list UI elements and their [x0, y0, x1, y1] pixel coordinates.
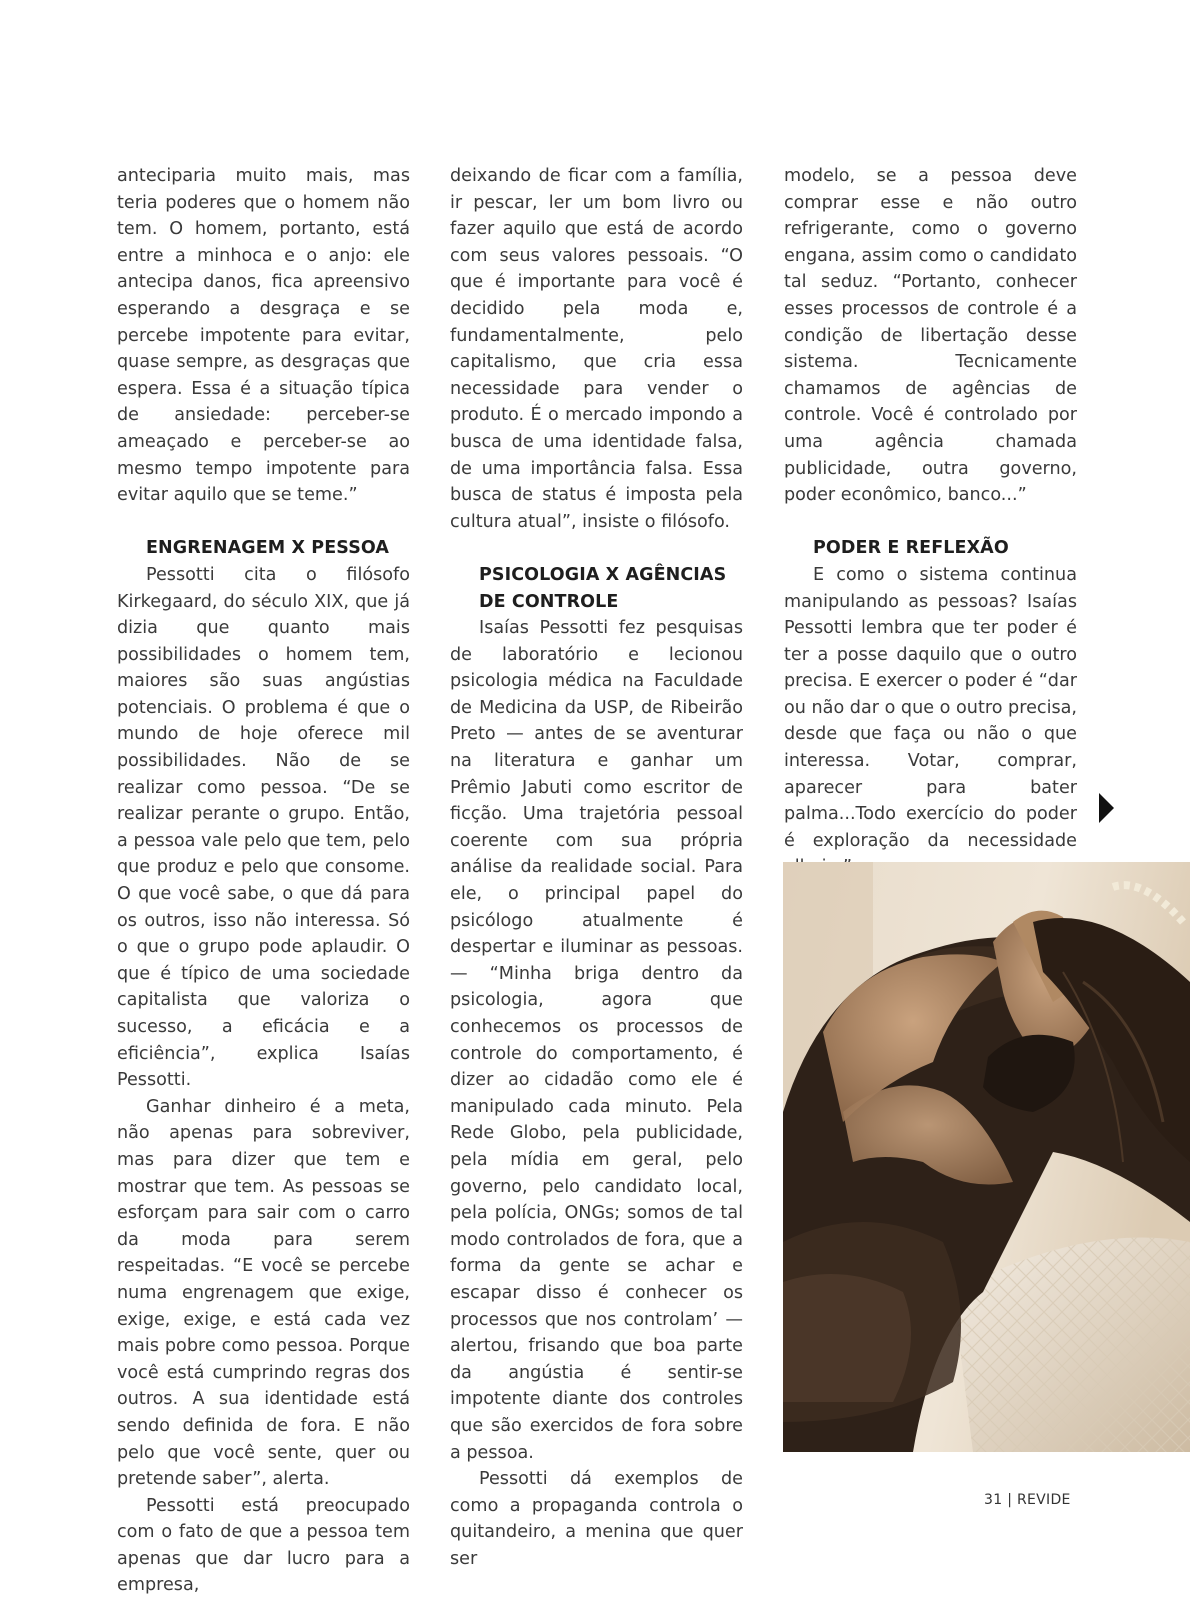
paragraph: Pessotti cita o filósofo Kirkegaard, do século XIX, que já dizia que quanto mais possibilidades o homem tem, maiores são suas angústias potenciais. O problema é que o mundo de hoje oferece mil possibilidades. Não de se realizar como pessoa. “De se realizar perante o grupo. Então, a pessoa vale pelo que tem, pelo que produz e pelo que consome. O que você sabe, o que dá para os outros, isso não interessa. Só o que o grupo pode aplaudir. O que é típico de uma sociedade capitalista que valoriza o sucesso, a eficácia e a eficiência”, explica Isaías Pessotti. [117, 564, 410, 1091]
paragraph: anteciparia muito mais, mas teria poderes que o homem não tem. O homem, portanto, está entre a minhoca e o anjo: ele antecipa danos, fica apreensivo esperando a desgraça e se percebe impotente para evitar, quase sempre, as desgraças que espera. Essa é a situação típica de ansiedade: perceber-se ameaçado e perceber-se ao mesmo tempo impotente para evitar aquilo que se teme.” [117, 166, 410, 506]
magazine-name: REVIDE [1016, 1492, 1071, 1508]
paragraph: E como o sistema continua manipulando as pessoas? Isaías Pessotti lembra que ter poder é ter a posse daquilo que o outro precisa. E exercer o poder é “dar ou não dar o que o outro precisa, desde que faça ou não o que interessa. Votar, comprar, aparecer para bater palma...Todo exercício do poder é exploração da necessidade [784, 564, 1077, 851]
sepia-photo-woman-holding-head [783, 862, 1190, 1452]
paragraph: Isaías Pessotti fez pesquisas de laboratório e lecionou psicologia médica na Faculdade de Medicina da USP, de Ribeirão Preto — antes de se aventurar na literatura e ganhar um Prêmio Jabuti como escritor de ficção. Uma trajetória pessoal coerente com sua própria análise da realidade social. Para ele, o principal papel do psicólogo atualmente é despertar e iluminar as pessoas. — “Minha briga dentro da psicologia, agora que conhecemos os processos de controle do comportamento, é dizer ao cidadão como ele é manipulado cada minuto. Pela Rede Globo, pela publicidade, pela mídia em geral, pelo governo, pelo candidato local, pela polícia, ONGs; somos de tal modo controlados de fora, que a forma da gente se achar e escapar disso é conhecer os processos que nos controlam’ — alertou, frisando que boa parte da angústia é sentir-se impotente diante dos controles que são exercidos de fora sobre a pessoa. [450, 618, 743, 1463]
paragraph: Pessotti dá exemplos de como a propaganda controla o quitandeiro, a menina que quer ser [450, 1469, 743, 1569]
paragraph: Ganhar dinheiro é a meta, não apenas para sobreviver, mas para dizer que tem e mostrar que tem. As pessoas se esforçam para sair com o carro da moda para serem respeitadas. “E você se percebe numa engrenagem que exige, exige, exige, e está cada vez mais pobre como pessoa. Porque você está cumprindo regras dos outros. A sua identidade está sendo definida de fora. E não pelo que você sente, quer ou pretende saber”, alerta. [117, 1096, 410, 1490]
paragraph: Pessotti está preocupado com o fato de que a pessoa tem apenas que dar lucro para a empresa, [117, 1495, 410, 1596]
page-number: 31 [984, 1492, 1003, 1508]
section-heading-psicologia: PSICOLOGIA X AGÊNCIAS DE CONTROLE [479, 564, 727, 612]
section-heading-poder: PODER E REFLEXÃO [813, 538, 1009, 559]
footer-separator: | [1007, 1492, 1013, 1508]
page-footer [984, 1492, 1071, 1508]
paragraph: deixando de ficar com a família, ir pescar, ler um bom livro ou fazer aquilo que está de acordo com seus valores pessoais. “O que é importante para você é decidido pela moda e, fundamentalmente, pelo capitalismo, que cria essa necessidade para vender o produto. É o mercado impondo a busca de uma identidade falsa, de uma importância falsa. Essa busca de status é imposta pela cultura atual”, insiste o filósofo. [450, 166, 743, 532]
column-1 [117, 163, 410, 1599]
column-2 [450, 163, 743, 1572]
section-heading-engrenagem: ENGRENAGEM X PESSOA [146, 538, 390, 559]
column-3 [784, 163, 1077, 881]
paragraph: modelo, se a pessoa deve comprar esse e não outro refrigerante, como o governo engana, assim como o candidato tal seduz. “Portanto, conhecer esses processos de controle é a condição de libertação desse sistema. Tecnicamente chamamos de agências de controle. Você é controlado por uma agência chamada publicidade, outra governo, poder econômico, banco...” [784, 166, 1077, 506]
continue-arrow-icon [1099, 793, 1114, 823]
